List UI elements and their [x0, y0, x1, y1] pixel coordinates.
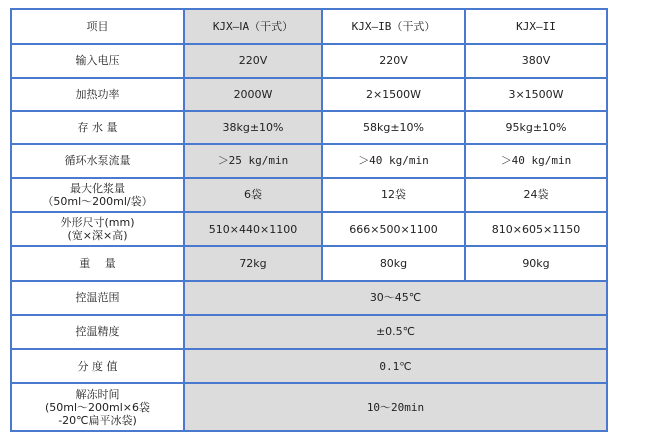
cell-value-merged: ±0.5℃ — [184, 315, 607, 349]
row-label — [11, 212, 184, 246]
cell-value: 90kg — [465, 246, 607, 280]
row-label: 加热功率 — [11, 78, 184, 111]
cell-value: ＞40 kg/min — [465, 144, 607, 177]
cell-value-merged: 0.1℃ — [184, 349, 607, 383]
header-model-kjx-1a: KJX—ⅠA（干式） — [184, 9, 322, 44]
row-label-line: (宽×深×高) — [67, 229, 128, 243]
row-label: 控温范围 — [11, 281, 184, 315]
row-label-line: （50ml～200ml/袋） — [42, 194, 153, 208]
cell-value: 2000W — [184, 78, 322, 111]
row-label-line: 外形尺寸(mm) — [60, 216, 135, 230]
cell-value: 80kg — [322, 246, 465, 280]
table-row — [11, 44, 607, 77]
cell-value: 58kg±10% — [322, 111, 465, 144]
table-row — [11, 144, 607, 177]
table-row — [11, 281, 607, 315]
cell-value-merged: 30～45℃ — [184, 281, 607, 315]
cell-value: 38kg±10% — [184, 111, 322, 144]
table-row — [11, 111, 607, 144]
cell-value: 220V — [322, 44, 465, 77]
row-label: 重 量 — [11, 246, 184, 280]
table-row — [11, 78, 607, 111]
header-model-kjx-1b: KJX—IB（干式） — [322, 9, 465, 44]
header-model-kjx-2: KJX—II — [465, 9, 607, 44]
cell-value: 12袋 — [322, 178, 465, 212]
cell-value-merged: 10～20min — [184, 383, 607, 431]
cell-value: 6袋 — [184, 178, 322, 212]
row-label — [11, 178, 184, 212]
row-label: 分 度 值 — [11, 349, 184, 383]
cell-value: 380V — [465, 44, 607, 77]
table-row — [11, 246, 607, 280]
cell-value: 3×1500W — [465, 78, 607, 111]
row-label-line: -20℃扁平冰袋) — [58, 413, 137, 427]
row-label — [11, 383, 184, 431]
row-label-line: 最大化浆量 — [70, 181, 125, 195]
table-row — [11, 178, 607, 212]
cell-value: 24袋 — [465, 178, 607, 212]
table-row — [11, 212, 607, 246]
header-row — [11, 9, 607, 44]
row-label: 循环水泵流量 — [11, 144, 184, 177]
cell-value: 666×500×1100 — [322, 212, 465, 246]
cell-value: 95kg±10% — [465, 111, 607, 144]
row-label: 存 水 量 — [11, 111, 184, 144]
table-row — [11, 315, 607, 349]
cell-value: 2×1500W — [322, 78, 465, 111]
cell-value: ＞25 kg/min — [184, 144, 322, 177]
cell-value: 510×440×1100 — [184, 212, 322, 246]
table-row — [11, 349, 607, 383]
row-label: 控温精度 — [11, 315, 184, 349]
table-row — [11, 383, 607, 431]
cell-value: 220V — [184, 44, 322, 77]
cell-value: 72kg — [184, 246, 322, 280]
row-label-line: (50ml～200ml×6袋 — [44, 400, 151, 414]
header-item: 项目 — [11, 9, 184, 44]
spec-table — [10, 8, 608, 432]
row-label-line: 解冻时间 — [75, 387, 120, 401]
row-label: 输入电压 — [11, 44, 184, 77]
cell-value: ＞40 kg/min — [322, 144, 465, 177]
cell-value: 810×605×1150 — [465, 212, 607, 246]
